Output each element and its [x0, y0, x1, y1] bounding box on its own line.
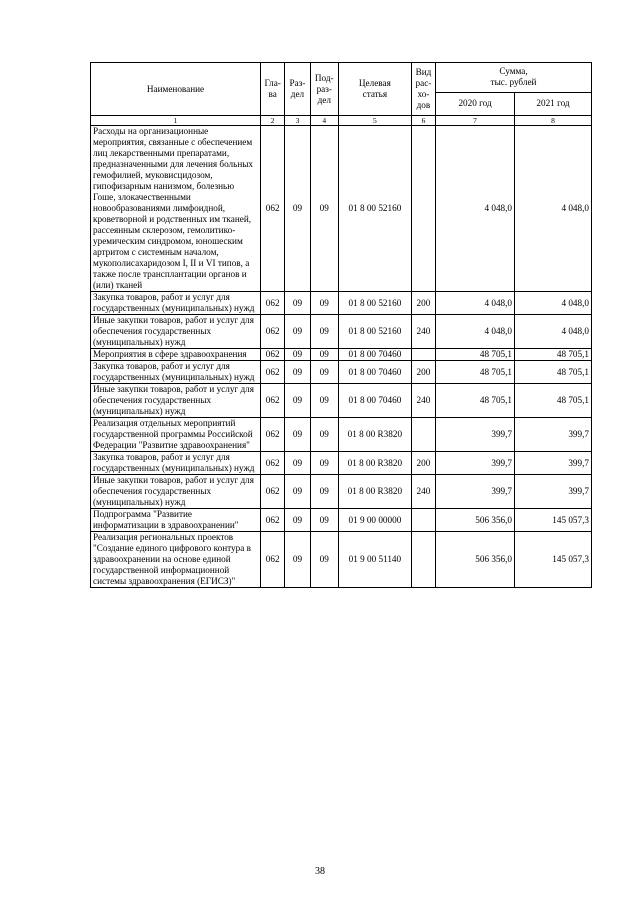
row-name: Иные закупки товаров, работ и услуг для обеспечения государственных (муниципальных) нужд [91, 384, 261, 418]
table-row [91, 315, 592, 349]
row-glava: 062 [261, 384, 285, 418]
column-number: 8 [515, 116, 592, 126]
row-name: Закупка товаров, работ и услуг для государственных (муниципальных) нужд [91, 361, 261, 384]
row-statya: 01 9 00 51140 [338, 532, 411, 588]
row-vid: 240 [411, 384, 435, 418]
row-statya: 01 8 00 R3820 [338, 418, 411, 452]
row-razdel: 09 [285, 475, 310, 509]
table-row [91, 384, 592, 418]
row-podrazdel: 09 [310, 315, 338, 349]
row-amount-2021: 145 057,3 [515, 509, 592, 532]
row-podrazdel: 09 [310, 126, 338, 292]
row-statya: 01 8 00 52160 [338, 126, 411, 292]
column-number: 2 [261, 116, 285, 126]
row-amount-2020: 48 705,1 [436, 384, 515, 418]
row-podrazdel: 09 [310, 292, 338, 315]
row-name: Реализация отдельных мероприятий государственной программы Российской Федерации "Развитие здравоохранения" [91, 418, 261, 452]
row-razdel: 09 [285, 418, 310, 452]
column-number: 1 [91, 116, 261, 126]
row-amount-2020: 399,7 [436, 452, 515, 475]
page-number: 38 [315, 866, 325, 877]
row-podrazdel: 09 [310, 509, 338, 532]
row-amount-2020: 4 048,0 [436, 315, 515, 349]
column-number: 3 [285, 116, 310, 126]
row-vid [411, 418, 435, 452]
row-vid [411, 509, 435, 532]
row-amount-2020: 506 356,0 [436, 532, 515, 588]
table-row [91, 418, 592, 452]
row-amount-2021: 145 057,3 [515, 532, 592, 588]
row-name: Иные закупки товаров, работ и услуг для обеспечения государственных (муниципальных) нужд [91, 315, 261, 349]
row-amount-2021: 48 705,1 [515, 361, 592, 384]
column-number: 5 [338, 116, 411, 126]
table-row [91, 349, 592, 361]
table-body [91, 126, 592, 588]
table-row [91, 126, 592, 292]
row-amount-2021: 4 048,0 [515, 315, 592, 349]
row-razdel: 09 [285, 361, 310, 384]
row-amount-2020: 399,7 [436, 475, 515, 509]
table-row [91, 452, 592, 475]
row-name: Расходы на организационные мероприятия, связанные с обеспечением лиц лекарственными препаратами, предназначенными для лечения больных гемофилией, муковисцидозом, гипофизарным нанизмом, болезнью Гоше, злокачественными новообразованиями лимфоидной, кроветворной и родственных им тканей, рассеянным склерозом, гемолитико-уремическим синдромом, юношеским артритом с системным началом, мукополисахаридозом I, II и VI типов, а также после трансплантации органов и (или) тканей [91, 126, 261, 292]
row-name: Подпрограмма "Развитие информатизации в здравоохранении" [91, 509, 261, 532]
row-glava: 062 [261, 452, 285, 475]
header-name: Наименование [91, 63, 261, 116]
row-amount-2020: 4 048,0 [436, 292, 515, 315]
row-name: Иные закупки товаров, работ и услуг для обеспечения государственных (муниципальных) нужд [91, 475, 261, 509]
row-vid [411, 349, 435, 361]
row-razdel: 09 [285, 509, 310, 532]
row-statya: 01 8 00 52160 [338, 315, 411, 349]
row-amount-2021: 48 705,1 [515, 349, 592, 361]
header-2020: 2020 год [436, 92, 515, 115]
header-vid: Вид рас- хо- дов [411, 63, 435, 116]
table-header [91, 63, 592, 126]
row-amount-2020: 4 048,0 [436, 126, 515, 292]
budget-table [90, 62, 592, 588]
row-name: Мероприятия в сфере здравоохранения [91, 349, 261, 361]
table-row [91, 509, 592, 532]
row-razdel: 09 [285, 126, 310, 292]
row-razdel: 09 [285, 532, 310, 588]
header-razdel: Раз- дел [285, 63, 310, 116]
row-glava: 062 [261, 315, 285, 349]
row-glava: 062 [261, 349, 285, 361]
table-row [91, 532, 592, 588]
row-statya: 01 8 00 R3820 [338, 475, 411, 509]
header-summa: Сумма, тыс. рублей [436, 63, 592, 93]
row-amount-2020: 399,7 [436, 418, 515, 452]
row-amount-2021: 48 705,1 [515, 384, 592, 418]
column-number: 7 [436, 116, 515, 126]
row-vid: 200 [411, 452, 435, 475]
row-podrazdel: 09 [310, 361, 338, 384]
table-row [91, 361, 592, 384]
row-name: Закупка товаров, работ и услуг для государственных (муниципальных) нужд [91, 292, 261, 315]
row-podrazdel: 09 [310, 384, 338, 418]
row-statya: 01 8 00 R3820 [338, 452, 411, 475]
row-glava: 062 [261, 475, 285, 509]
row-podrazdel: 09 [310, 418, 338, 452]
row-razdel: 09 [285, 349, 310, 361]
header-statya: Целевая статья [338, 63, 411, 116]
row-vid: 240 [411, 475, 435, 509]
row-amount-2021: 4 048,0 [515, 292, 592, 315]
row-statya: 01 8 00 70460 [338, 361, 411, 384]
row-amount-2021: 399,7 [515, 418, 592, 452]
row-podrazdel: 09 [310, 532, 338, 588]
row-amount-2020: 48 705,1 [436, 361, 515, 384]
row-glava: 062 [261, 292, 285, 315]
row-glava: 062 [261, 418, 285, 452]
row-name: Закупка товаров, работ и услуг для государственных (муниципальных) нужд [91, 452, 261, 475]
row-amount-2021: 399,7 [515, 452, 592, 475]
row-razdel: 09 [285, 384, 310, 418]
column-number-row [91, 116, 592, 126]
row-podrazdel: 09 [310, 349, 338, 361]
row-amount-2021: 4 048,0 [515, 126, 592, 292]
row-statya: 01 9 00 00000 [338, 509, 411, 532]
header-podrazdel: Под- раз- дел [310, 63, 338, 116]
row-statya: 01 8 00 70460 [338, 384, 411, 418]
header-2021: 2021 год [515, 92, 592, 115]
row-vid: 200 [411, 361, 435, 384]
row-glava: 062 [261, 509, 285, 532]
column-number: 6 [411, 116, 435, 126]
row-glava: 062 [261, 126, 285, 292]
row-razdel: 09 [285, 452, 310, 475]
row-name: Реализация региональных проектов "Создание единого цифрового контура в здравоохранении на основе единой государственной информационной системы здравоохранения (ЕГИСЗ)" [91, 532, 261, 588]
row-glava: 062 [261, 361, 285, 384]
row-vid [411, 532, 435, 588]
row-statya: 01 8 00 70460 [338, 349, 411, 361]
row-vid [411, 126, 435, 292]
row-vid: 200 [411, 292, 435, 315]
table-row [91, 292, 592, 315]
row-razdel: 09 [285, 292, 310, 315]
row-podrazdel: 09 [310, 452, 338, 475]
table-row [91, 475, 592, 509]
column-number: 4 [310, 116, 338, 126]
row-podrazdel: 09 [310, 475, 338, 509]
row-glava: 062 [261, 532, 285, 588]
header-glava: Гла- ва [261, 63, 285, 116]
row-amount-2021: 399,7 [515, 475, 592, 509]
row-razdel: 09 [285, 315, 310, 349]
row-statya: 01 8 00 52160 [338, 292, 411, 315]
row-amount-2020: 48 705,1 [436, 349, 515, 361]
row-vid: 240 [411, 315, 435, 349]
row-amount-2020: 506 356,0 [436, 509, 515, 532]
